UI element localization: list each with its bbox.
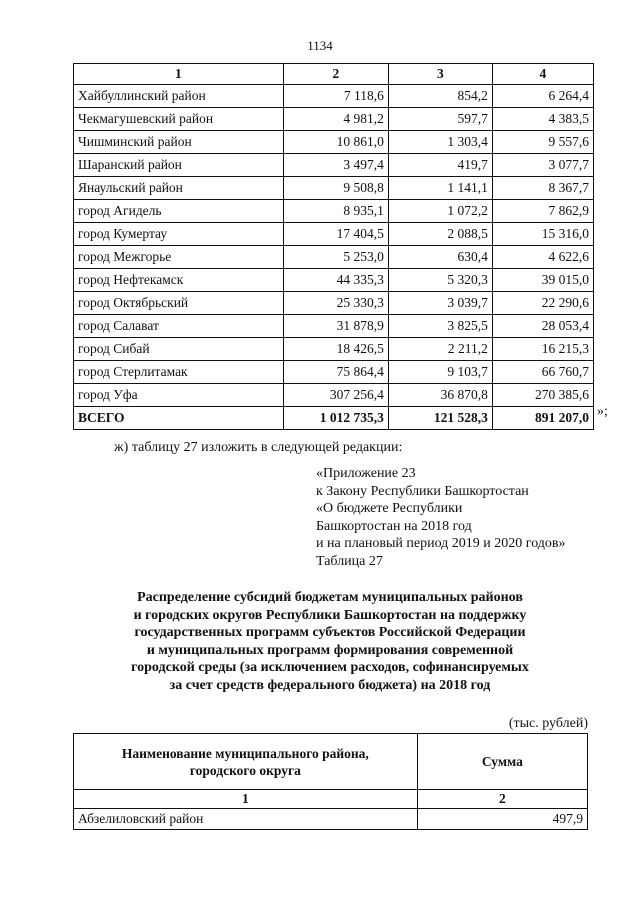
title-line: и муниципальных программ формирования современной: [146, 642, 514, 658]
table-title: [60, 589, 600, 694]
municipality-name: город Агидель: [74, 200, 284, 223]
appendix-line: Таблица 27: [316, 553, 383, 569]
municipality-name: город Сибай: [74, 338, 284, 361]
appendix-line: к Закону Республики Башкортостан: [316, 483, 529, 499]
amount-cell: 854,2: [388, 85, 492, 108]
title-line: за счет средств федерального бюджета) на 2018 год: [169, 677, 491, 693]
title-line: Распределение субсидий бюджетам муниципальных районов: [137, 590, 523, 605]
column-number: 1: [74, 790, 418, 809]
column-number-row: [74, 64, 594, 85]
total-label: ВСЕГО: [74, 407, 284, 430]
amount-cell: 6 264,4: [492, 85, 593, 108]
table-row: [74, 338, 594, 361]
table-row: [74, 85, 594, 108]
subsidy-table-continuation: [73, 63, 594, 430]
appendix-line: Башкортостан на 2018 год: [316, 518, 472, 534]
total-amount: 891 207,0: [492, 407, 593, 430]
table-row: [74, 177, 594, 200]
amount-cell: 5 320,3: [388, 269, 492, 292]
table-row: [74, 269, 594, 292]
municipality-name: город Стерлитамак: [74, 361, 284, 384]
amount-cell: 66 760,7: [492, 361, 593, 384]
total-amount: 1 012 735,3: [283, 407, 388, 430]
appendix-line: «О бюджете Республики: [316, 501, 463, 516]
municipality-name: Чишминский район: [74, 131, 284, 154]
table-row: [74, 108, 594, 131]
table-row: [74, 809, 588, 830]
header-name-cell: [74, 734, 418, 790]
table-row: [74, 223, 594, 246]
title-line: городской среды (за исключением расходов, софинансируемых: [131, 660, 529, 675]
amount-cell: 75 864,4: [283, 361, 388, 384]
municipality-name: город Нефтекамск: [74, 269, 284, 292]
municipality-name: город Салават: [74, 315, 284, 338]
table-row: [74, 384, 594, 407]
appendix-line: «Приложение 23: [316, 466, 416, 481]
table-27: [73, 733, 588, 830]
amount-cell: 9 508,8: [283, 177, 388, 200]
table-row: [74, 315, 594, 338]
title-line: и городских округов Республики Башкортостан на поддержку: [133, 607, 527, 623]
amendment-instruction: ж) таблицу 27 изложить в следующей редакции:: [114, 440, 403, 455]
amount-cell: 9 103,7: [388, 361, 492, 384]
amount-cell: 497,9: [417, 809, 587, 830]
table-row: [74, 200, 594, 223]
amount-cell: 10 861,0: [283, 131, 388, 154]
amount-cell: 8 367,7: [492, 177, 593, 200]
header-name-line: Наименование муниципального района,: [121, 745, 369, 761]
column-number-row: [74, 790, 588, 809]
amount-cell: 2 211,2: [388, 338, 492, 361]
header-name-line: городского округа: [189, 762, 301, 778]
appendix-block: [316, 465, 566, 570]
amount-cell: 22 290,6: [492, 292, 593, 315]
amount-cell: 39 015,0: [492, 269, 593, 292]
municipality-name: Чекмагушевский район: [74, 108, 284, 131]
table-row: [74, 246, 594, 269]
amount-cell: 18 426,5: [283, 338, 388, 361]
amount-cell: 28 053,4: [492, 315, 593, 338]
amount-cell: 9 557,6: [492, 131, 593, 154]
municipality-name: город Уфа: [74, 384, 284, 407]
amount-cell: 31 878,9: [283, 315, 388, 338]
amount-cell: 3 077,7: [492, 154, 593, 177]
amount-cell: 25 330,3: [283, 292, 388, 315]
title-line: государственных программ субъектов Российской Федерации: [134, 625, 526, 640]
municipality-name: город Межгорье: [74, 246, 284, 269]
table-row: [74, 131, 594, 154]
closing-quote: »;: [597, 404, 608, 419]
amount-cell: 17 404,5: [283, 223, 388, 246]
amount-cell: 3 825,5: [388, 315, 492, 338]
page-number: 1134: [307, 38, 333, 53]
amount-cell: 44 335,3: [283, 269, 388, 292]
municipality-name: Абзелиловский район: [74, 809, 418, 830]
header-sum-cell: Сумма: [417, 734, 587, 790]
amount-cell: 4 622,6: [492, 246, 593, 269]
municipality-name: Янаульский район: [74, 177, 284, 200]
total-row: [74, 407, 594, 430]
column-number: 4: [492, 64, 593, 85]
amount-cell: 7 118,6: [283, 85, 388, 108]
amount-cell: 4 981,2: [283, 108, 388, 131]
amount-cell: 16 215,3: [492, 338, 593, 361]
municipality-name: Хайбуллинский район: [74, 85, 284, 108]
municipality-name: город Октябрьский: [74, 292, 284, 315]
total-amount: 121 528,3: [388, 407, 492, 430]
amount-cell: 36 870,8: [388, 384, 492, 407]
amount-cell: 4 383,5: [492, 108, 593, 131]
amount-cell: 15 316,0: [492, 223, 593, 246]
municipality-name: Шаранский район: [74, 154, 284, 177]
amount-cell: 5 253,0: [283, 246, 388, 269]
amount-cell: 270 385,6: [492, 384, 593, 407]
table-header-row: [74, 734, 588, 790]
table-row: [74, 361, 594, 384]
table-row: [74, 154, 594, 177]
municipality-name: город Кумертау: [74, 223, 284, 246]
amount-cell: 7 862,9: [492, 200, 593, 223]
units-label: (тыс. рублей): [508, 716, 588, 731]
amount-cell: 3 039,7: [388, 292, 492, 315]
column-number: 2: [283, 64, 388, 85]
column-number: 3: [388, 64, 492, 85]
amount-cell: 3 497,4: [283, 154, 388, 177]
appendix-line: и на плановый период 2019 и 2020 годов»: [316, 536, 566, 551]
amount-cell: 597,7: [388, 108, 492, 131]
amount-cell: 1 141,1: [388, 177, 492, 200]
column-number: 2: [417, 790, 587, 809]
amount-cell: 630,4: [388, 246, 492, 269]
amount-cell: 2 088,5: [388, 223, 492, 246]
amount-cell: 307 256,4: [283, 384, 388, 407]
amount-cell: 8 935,1: [283, 200, 388, 223]
amount-cell: 1 072,2: [388, 200, 492, 223]
table-row: [74, 292, 594, 315]
column-number: 1: [74, 64, 284, 85]
amount-cell: 1 303,4: [388, 131, 492, 154]
amount-cell: 419,7: [388, 154, 492, 177]
